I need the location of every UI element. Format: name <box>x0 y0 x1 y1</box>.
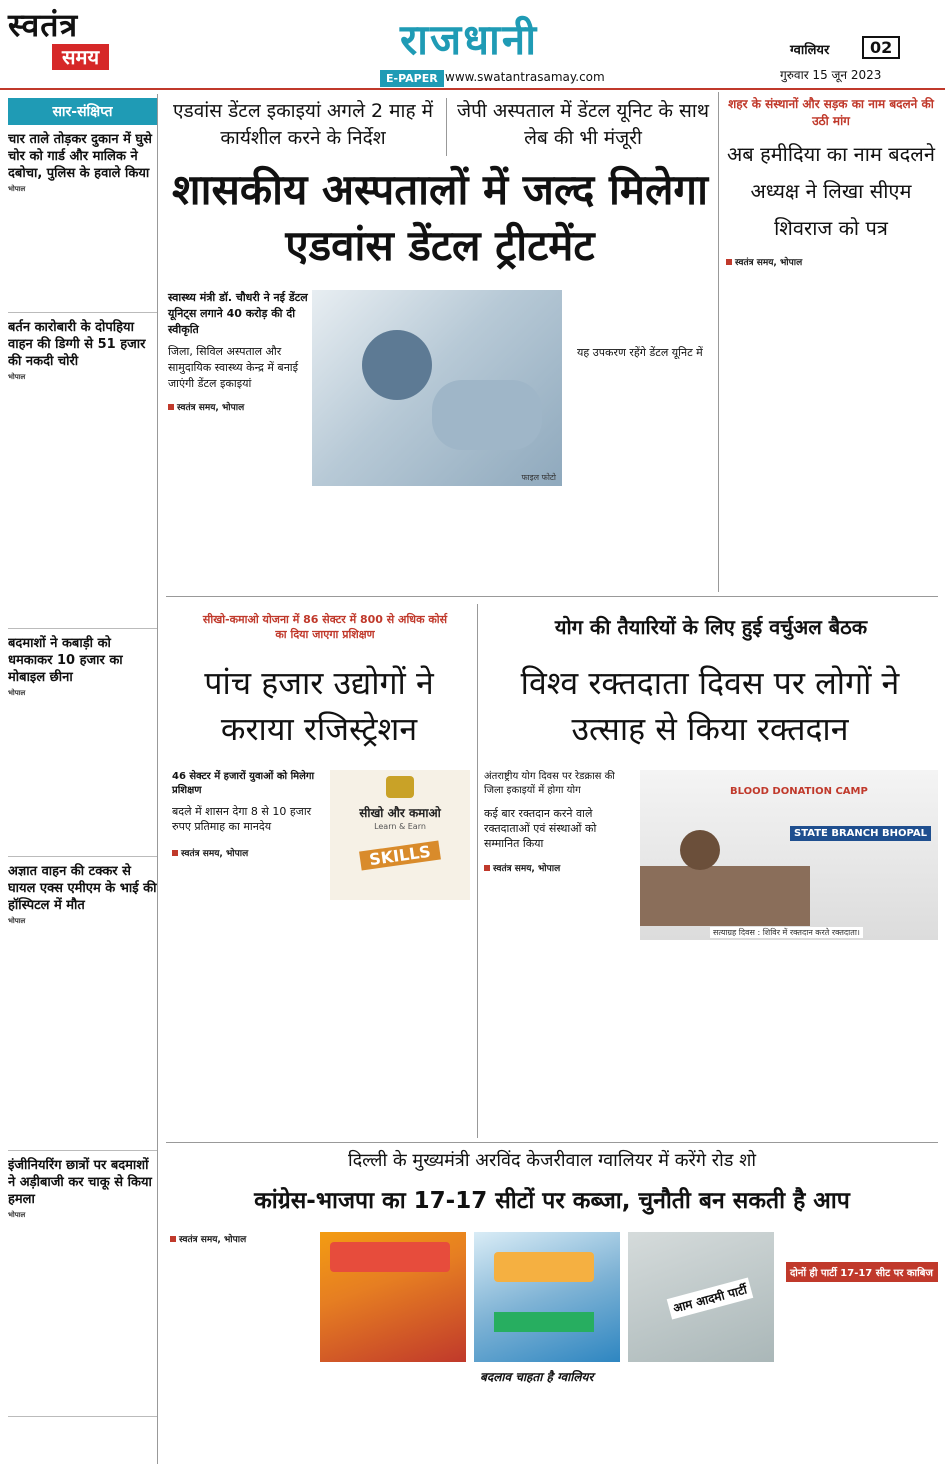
emblem-icon <box>386 776 414 798</box>
politics-side-body <box>786 1284 938 1460</box>
section-title: राजधानी <box>400 15 539 64</box>
brief-item[interactable] <box>8 863 157 1151</box>
politics-byline: स्वतंत्र समय, भोपाल <box>170 1232 246 1245</box>
politics-body-3 <box>628 1368 774 1460</box>
skills-deck-2: बदले में शासन देगा 8 से 10 हजार रुपए प्रतिमाह का मानदेय <box>172 805 312 833</box>
brief-body <box>8 689 157 699</box>
skills-byline: स्वतंत्र समय, भोपाल <box>172 846 322 859</box>
politics-body <box>170 1248 310 1460</box>
dental-byline: स्वतंत्र समय, भोपाल <box>168 400 308 413</box>
skills-deck <box>172 770 322 859</box>
newspaper-logo[interactable] <box>8 6 138 82</box>
aap-board: आम आदमी पार्टी <box>667 1278 753 1320</box>
dental-inset <box>577 345 712 360</box>
dental-deck-2: जिला, सिविल अस्पताल और सामुदायिक स्वास्थ्य केन्द्र में बनाई जाएंगी डेंटल इकाइयां <box>168 345 299 390</box>
skills-headline[interactable]: पांच हजार उद्योगों ने कराया रजिस्ट्रेशन <box>204 664 434 748</box>
brief-item[interactable] <box>8 635 157 857</box>
politics-headline[interactable]: कांग्रेस-भाजपा का 17-17 सीटों पर कब्जा, चुनौती बन सकती है आप <box>254 1188 850 1214</box>
dental-subhead-left: एडवांस डेंटल इकाइयां अगले 2 माह में कार्यशील करने के निर्देश <box>173 100 433 149</box>
dental-body <box>168 448 308 588</box>
edition-city: ग्वालियर <box>790 43 830 58</box>
blood-photo <box>640 770 938 940</box>
brief-body <box>8 185 157 195</box>
politics-kicker: दिल्ली के मुख्यमंत्री अरविंद केजरीवाल ग्वालियर में करेंगे रोड शो <box>347 1150 757 1171</box>
brief-body <box>8 373 157 383</box>
blood-byline: स्वतंत्र समय, भोपाल <box>484 861 634 874</box>
hamidia-byline: स्वतंत्र समय, भोपाल <box>726 255 802 268</box>
brief-place: भोपाल <box>8 917 26 925</box>
branch-banner: STATE BRANCH BHOPAL <box>790 826 931 841</box>
skills-deck-1: 46 सेक्टर में हजारों युवाओं को मिलेगा प्रशिक्षण <box>172 771 315 796</box>
brief-place: भोपाल <box>8 1211 26 1219</box>
dental-body-2 <box>312 490 436 590</box>
brief-place: भोपाल <box>8 373 26 381</box>
blood-caption: सत्याग्रह दिवस : शिविर में रक्तदान करते रक्तदाता। <box>710 927 863 938</box>
logo-top-text: स्वतंत्र <box>8 6 79 44</box>
hamidia-body-2 <box>834 255 938 590</box>
skills-poster-word: SKILLS <box>359 841 441 871</box>
hamidia-headline[interactable]: अब हमीदिया का नाम बदलने अध्यक्ष ने लिखा सीएम शिवराज को पत्र <box>727 142 935 240</box>
dental-headline[interactable]: शासकीय अस्पतालों में जल्द मिलेगा एडवांस डेंटल ट्रीटमेंट <box>172 165 708 270</box>
dental-deck <box>168 290 308 413</box>
blood-deck-1: अंतराष्ट्रीय योग दिवस पर रेडक्रास की जिला इकाइयों में होगा योग <box>484 771 615 796</box>
camp-banner: BLOOD DONATION CAMP <box>730 786 868 797</box>
dental-inset-title: यह उपकरण रहेंगे डेंटल यूनिट में <box>577 346 703 359</box>
brief-headline: अज्ञात वाहन की टक्कर से घायल एक्स एमीएम के भाई की हॉस्पिटल में मौत <box>8 864 157 913</box>
dental-subhead-right: जेपी अस्पताल में डेंटल यूनिट के साथ लेब की भी मंजूरी <box>457 100 709 149</box>
dental-photo <box>312 290 562 486</box>
skills-body <box>170 860 318 1130</box>
hamidia-kicker: शहर के संस्थानों और सड़क का नाम बदलने की उठी मांग <box>728 97 934 128</box>
brief-item[interactable] <box>8 1157 157 1417</box>
dental-photo-credit: फाइल फोटो <box>521 473 556 482</box>
brief-headline: बदमाशों ने कबाड़ी को धमकाकर 10 हजार का मोबाइल छीना <box>8 636 123 685</box>
politics-photo-3 <box>628 1232 774 1362</box>
politics-photo-caption: बदलाव चाहता है ग्वालियर <box>480 1370 594 1384</box>
skills-kicker: सीखो-कमाओ योजना में 86 सेक्टर में 800 से अधिक कोर्स का दिया जाएगा प्रशिक्षण <box>202 613 448 641</box>
page-number: 02 <box>862 36 900 59</box>
skills-poster-sub: Learn & Earn <box>374 822 426 831</box>
politics-photo-2 <box>474 1232 620 1362</box>
dental-body-3 <box>440 490 564 590</box>
brief-headline: इंजीनियरिंग छात्रों पर बदमाशों ने अड़ीबाजी कर चाकू से किया हमला <box>8 1158 152 1207</box>
skills-poster <box>330 770 470 900</box>
blood-kicker: योग की तैयारियों के लिए हुई वर्चुअल बैठक <box>554 615 868 639</box>
politics-body-2 <box>320 1368 470 1460</box>
politics-photo-1 <box>320 1232 466 1362</box>
brief-item[interactable] <box>8 131 157 313</box>
edition-date: गुरुवार 15 जून 2023 <box>780 68 882 82</box>
brief-headline: बर्तन कारोबारी के दोपहिया वाहन की डिग्गी से 51 हजार की नकदी चोरी <box>8 320 146 369</box>
brief-place: भोपाल <box>8 185 26 193</box>
briefs-heading: सार-संक्षिप्त <box>8 98 157 125</box>
blood-body <box>484 900 634 1130</box>
masthead <box>0 0 945 90</box>
dental-deck-1: स्वास्थ्य मंत्री डॉ. चौधरी ने नई डेंटल यूनिट्स लगाने 40 करोड़ की दी स्वीकृति <box>168 291 308 336</box>
politics-side-head: दोनों ही पार्टी 17-17 सीट पर काबिज <box>786 1262 938 1282</box>
logo-bottom-text: समय <box>52 44 109 70</box>
dental-body-4 <box>577 380 712 590</box>
brief-body <box>8 1211 157 1221</box>
blood-headline[interactable]: विश्व रक्तदाता दिवस पर लोगों ने उत्साह से किया रक्तदान <box>520 664 900 748</box>
brief-body <box>8 917 157 927</box>
blood-deck <box>484 770 634 874</box>
hamidia-body <box>726 270 826 590</box>
brief-place: भोपाल <box>8 689 26 697</box>
epaper-badge: E-PAPER <box>380 70 444 87</box>
blood-deck-2: कई बार रक्तदान करने वाले रक्तदाताओं एवं संस्थाओं को सम्मानित किया <box>484 807 597 850</box>
website-link[interactable]: www.swatantrasamay.com <box>445 70 605 84</box>
skills-body-2 <box>330 906 472 1130</box>
brief-headline: चार ताले तोड़कर दुकान में घुसे चोर को गार्ड और मालिक ने दबोचा, पुलिस के हवाले किया <box>8 132 152 181</box>
news-briefs-column <box>8 94 158 1464</box>
blood-body-3 <box>792 948 938 1130</box>
skills-poster-title: सीखो और कमाओ <box>359 806 441 820</box>
blood-body-2 <box>640 948 788 1130</box>
brief-item[interactable] <box>8 319 157 629</box>
